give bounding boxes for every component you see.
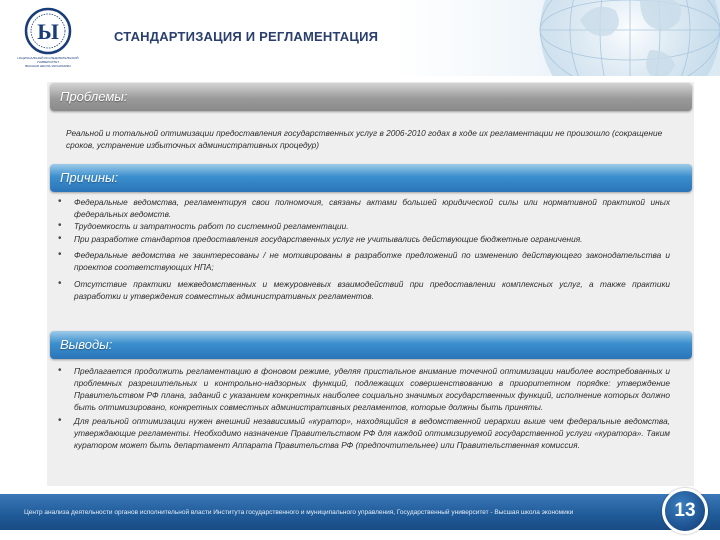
list-item: • Федеральные ведомства, регламентируя свои полномочия, связаны актами большей юридической силы или нормативной практикой иных федеральных ведомств.: [56, 196, 670, 220]
list-item: • Предлагается продолжить регламентацию в фоновом режиме, уделяя пристальное внимание точечной оптимизации наиболее востребованных и проблемных разрешительных и контрольно-надзорных функций, подлежащих совершенствованию в приоритетном порядке: утверждение Правительством РФ плана, заданий с указанием конкретных наиболее социально значимых государственных функций, исполнение которых должно быть оптимизировано, конкретных совместных административных регламентов, которые должны быть приняты.: [56, 365, 670, 413]
causes-list: [56, 196, 670, 302]
footer-text: Центр анализа деятельности органов исполнительной власти Института государственного и муниципального управления, Государственный университет - Высшая школа экономики: [24, 509, 574, 516]
list-item: • Для реальной оптимизации нужен внешний независимый «куратор», находящийся в ведомственной иерархии выше чем федеральные ведомства, утверждающие регламенты. Необходимо назначение Правительством РФ для каждой оптимизируемой государственной услуги «куратора». Таким куратором может быть департамент Аппарата Правительства РФ (предпочтительнее) или Правительственная комиссия.: [56, 415, 670, 451]
slide-title: СТАНДАРТИЗАЦИЯ И РЕГЛАМЕНТАЦИЯ: [114, 29, 379, 44]
causes-header: Причины:: [50, 164, 692, 192]
list-item: • При разработке стандартов предоставления государственных услуг не учитывались действующие бюджетные ограничения.: [56, 233, 670, 245]
logo-caption: НАЦИОНАЛЬНЫЙ ИССЛЕДОВАТЕЛЬСКИЙ УНИВЕРСИТЕТ ВЫСШАЯ ШКОЛА ЭКОНОМИКИ: [17, 56, 79, 68]
globe-background-icon: [510, 0, 720, 76]
conclusions-header: Выводы:: [50, 331, 692, 359]
list-item: • Трудоемкость и затратность работ по системной регламентации.: [56, 220, 670, 232]
slide-footer: [0, 494, 720, 530]
svg-text:Ы: Ы: [37, 19, 59, 44]
conclusions-list: [56, 365, 670, 451]
page-number-badge: 13: [662, 488, 708, 534]
problems-header: Проблемы:: [50, 83, 692, 111]
university-logo-icon: [18, 6, 78, 56]
conclusions-list-container: [56, 365, 670, 451]
causes-list-container: [56, 196, 670, 302]
slide-header: [0, 0, 720, 76]
problems-text: Реальной и тотальной оптимизации предоставления государственных услуг в 2006-2010 годах в ходе их регламентации не произошло (сокращение сроков, устранение избыточных административных процедур): [66, 128, 663, 150]
list-item: • Отсутствие практики межведомственных и межуровневых взаимодействий при предоставлении комплексных услуг, а также практики разработки и утверждения совместных административных регламентов.: [56, 278, 670, 302]
list-item: • Федеральные ведомства не заинтересованы / не мотивированы в разработке предложений по изменению действующего законодательства и проектов соответствующих НПА;: [56, 249, 670, 273]
